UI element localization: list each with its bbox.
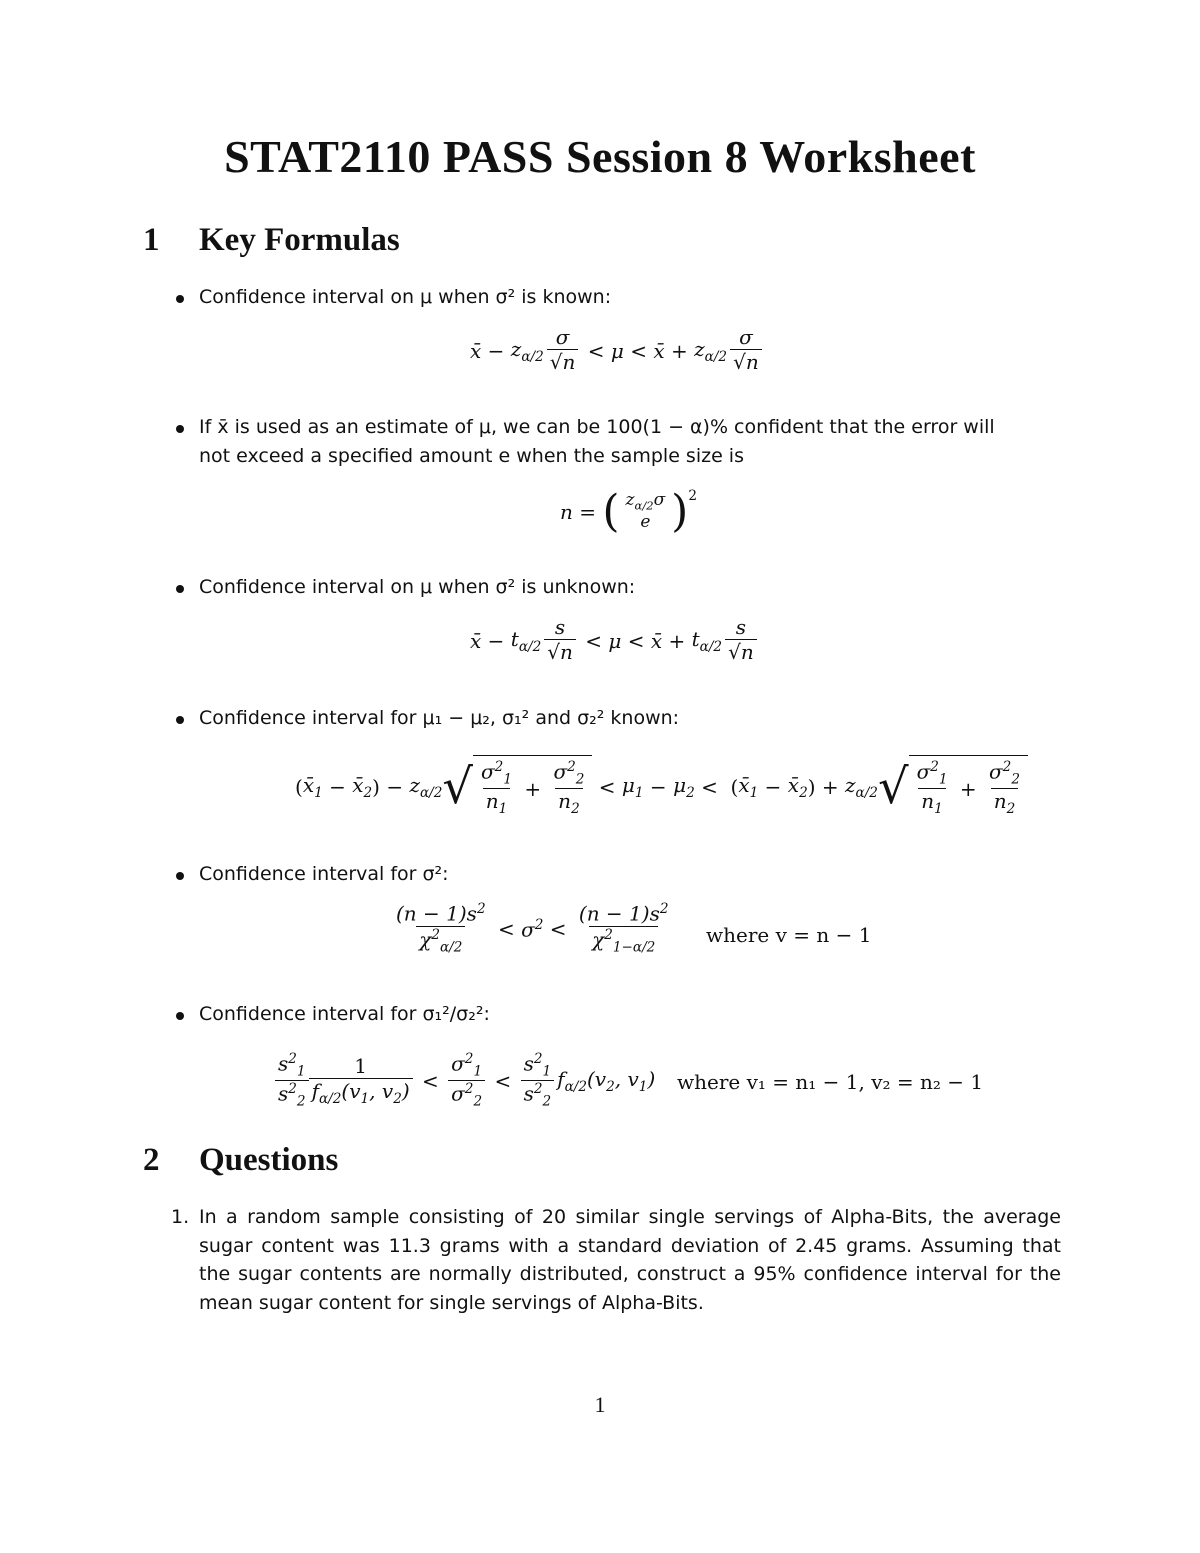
- bullet-icon: [176, 585, 184, 593]
- formula-label-continued: not exceed a specified amount e when the sample size is: [199, 445, 744, 467]
- formula-label: Confidence interval for σ₁²/σ₂²:: [199, 1003, 490, 1025]
- question-number: 1.: [171, 1206, 190, 1228]
- bullet-icon: [176, 425, 184, 433]
- bullet-icon: [176, 295, 184, 303]
- bullet-icon: [176, 1012, 184, 1020]
- formula-label: Confidence interval on μ when σ² is known:: [199, 286, 612, 308]
- bullet-icon: [176, 716, 184, 724]
- formula-label: Confidence interval for σ²:: [199, 863, 449, 885]
- page-number: 1: [594, 1392, 606, 1417]
- formula-ci-unknown-variance: x̄ − $t_{\alpha/2}$ $\frac{s}{√n}$ < μ < x̄ + $t_{\alpha/2}$ $\frac{s}{√n}$: [470, 616, 760, 665]
- formula-label: Confidence interval for μ₁ − μ₂, σ₁² and σ₂² known:: [199, 707, 680, 729]
- question-text: In a random sample consisting of 20 similar single servings of Alpha-Bits, the average sugar content was 11.3 grams with a standard deviation of 2.45 grams. Assuming that the sugar contents are normally distributed, construct a 95% confidence interval for the mean sugar content for single servings of Alpha-Bits.: [199, 1206, 1061, 1314]
- section-title: Questions: [199, 1142, 339, 1178]
- formula-ci-known-variance: x̄ − $z_{\alpha/2}$ $\frac{\sigma}{√n}$ < μ < x̄ + $z_{\alpha/2}$ $\frac{\sigma}{√n}$: [470, 326, 765, 375]
- formula-sample-size: n = ( $z_{\alpha/2}\sigma$ e ) $^2$: [560, 486, 697, 537]
- formula-where-note: where v₁ = n₁ − 1, v₂ = n₂ − 1: [677, 1070, 984, 1094]
- formula-ci-difference-of-means: ( $x̄_1$ − $x̄_2$ ) − $z_{\alpha/2}$ √ $\frac{\sigma^2_1}{n_1}$ + $\frac{\sigma^2_2}{n_2}$ < $\mu_1$ − $\mu_2$ < ( $x̄_1$ − $x̄_2$ ) + $z_{\alpha/2}$ √ $\frac{\sigma^2_1}{n_1}$ + $\frac{\sigma^2_2}{n_2}$: [295, 755, 1028, 818]
- formula-label: If x̄ is used as an estimate of μ, we can be 100(1 − α)% confident that the error will: [199, 416, 995, 438]
- formula-where-note: where v = n − 1: [706, 923, 872, 947]
- formula-ci-variance: $\frac{(n - 1)s^2}{\chi^2_{\alpha/2}}$ < $\sigma^2$ < $\frac{(n - 1)s^2}{\chi^2_{1-\alpha/2}}$: [396, 901, 669, 956]
- formula-label: Confidence interval on μ when σ² is unknown:: [199, 576, 636, 598]
- page-title: STAT2110 PASS Session 8 Worksheet: [224, 131, 976, 182]
- bullet-icon: [176, 872, 184, 880]
- section-number: 2: [143, 1142, 160, 1178]
- formula-ci-variance-ratio: $\frac{s^2_1}{s^2_2}$ $\frac{1}{f_{\alpha/2}(v_1, v_2)}$ < $\frac{\sigma^2_1}{\sigma^2_2}$ < $\frac{s^2_1}{s^2_2}$ $f_{\alpha/2}(v_2$, $v_1$): [272, 1052, 655, 1111]
- section-title: Key Formulas: [199, 222, 400, 258]
- section-number: 1: [143, 222, 160, 258]
